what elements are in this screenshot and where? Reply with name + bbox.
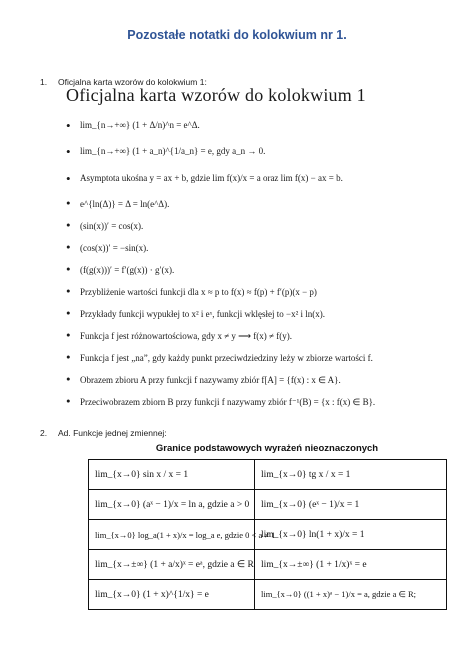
table-cell: lim_{x→0} ((1 + x)ᵃ − 1)/x = a, gdzie a ∈ R; [255,580,447,610]
limits-table [88,459,447,610]
formula-item: • (cos(x))′ = −sin(x). [66,237,446,259]
table-cell: lim_{x→0} sin x / x = 1 [89,460,255,490]
limits-table-title: Granice podstawowych wyrażeń nieoznaczonych [155,443,379,454]
formula-item: • (f(g(x)))′ = f′(g(x)) · g′(x). [66,259,446,281]
section-1-label: Oficjalna karta wzorów do kolokwium 1: [58,77,207,87]
formula-item: • Asymptota ukośna y = ax + b, gdzie lim f(x)/x = a oraz lim f(x) − ax = b. [66,164,446,193]
table-cell: lim_{x→±∞} (1 + a/x)ˣ = eᵃ, gdzie a ∈ R [89,550,255,580]
table-cell: lim_{x→0} log_a(1 + x)/x = log_a e, gdzie 0 < a ≠ 1 [89,520,255,550]
section-2-number: 2. [40,428,48,438]
formula-item: • e^{ln(Δ)} = Δ = ln(e^Δ). [66,193,446,215]
table-cell: lim_{x→0} ln(1 + x)/x = 1 [255,520,447,550]
formula-item: • Przybliżenie wartości funkcji dla x ≈ p to f(x) ≈ f(p) + f′(p)(x − p) [66,281,446,303]
section-2-label: Ad. Funkcje jednej zmiennej: [58,428,167,438]
table-cell: lim_{x→0} (eˣ − 1)/x = 1 [255,490,447,520]
formula-item: • Funkcja f jest „na”, gdy każdy punkt przeciwdziedziny leży w zbiorze wartości f. [66,347,446,369]
limits-table-container [88,443,446,610]
page-title: Pozostałe notatki do kolokwium nr 1. [127,28,347,42]
formula-list [66,112,446,413]
table-cell: lim_{x→0} (1 + x)^{1/x} = e [89,580,255,610]
table-cell: lim_{x→0} (aˣ − 1)/x = ln a, gdzie a > 0 [89,490,255,520]
formula-item: • lim_{n→+∞} (1 + a_n)^{1/a_n} = e, gdy a_n → 0. [66,139,446,164]
table-row [89,580,447,610]
table-row [89,550,447,580]
formula-card-title: Oficjalna karta wzorów do kolokwium 1 [66,85,366,105]
formula-item: • Obrazem zbioru A przy funkcji f nazywamy zbiór f[A] = {f(x) : x ∈ A}. [66,369,446,391]
section-2-heading [40,428,167,438]
table-row [89,520,447,550]
table-row [89,490,447,520]
section-1-number: 1. [40,77,48,87]
formula-card [66,85,446,413]
formula-item: • lim_{n→+∞} (1 + Δ/n)^n = e^Δ. [66,112,446,139]
table-cell: lim_{x→±∞} (1 + 1/x)ˣ = e [255,550,447,580]
table-cell: lim_{x→0} tg x / x = 1 [255,460,447,490]
formula-item: • Przykłady funkcji wypukłej to x² i eˣ, funkcji wklęsłej to −x² i ln(x). [66,303,446,325]
formula-item: • (sin(x))′ = cos(x). [66,215,446,237]
table-row [89,460,447,490]
formula-item: • Funkcja f jest różnowartościowa, gdy x ≠ y ⟶ f(x) ≠ f(y). [66,325,446,347]
formula-item: • Przeciwobrazem zbiorn B przy funkcji f nazywamy zbiór f⁻¹(B) = {x : f(x) ∈ B}. [66,391,446,413]
